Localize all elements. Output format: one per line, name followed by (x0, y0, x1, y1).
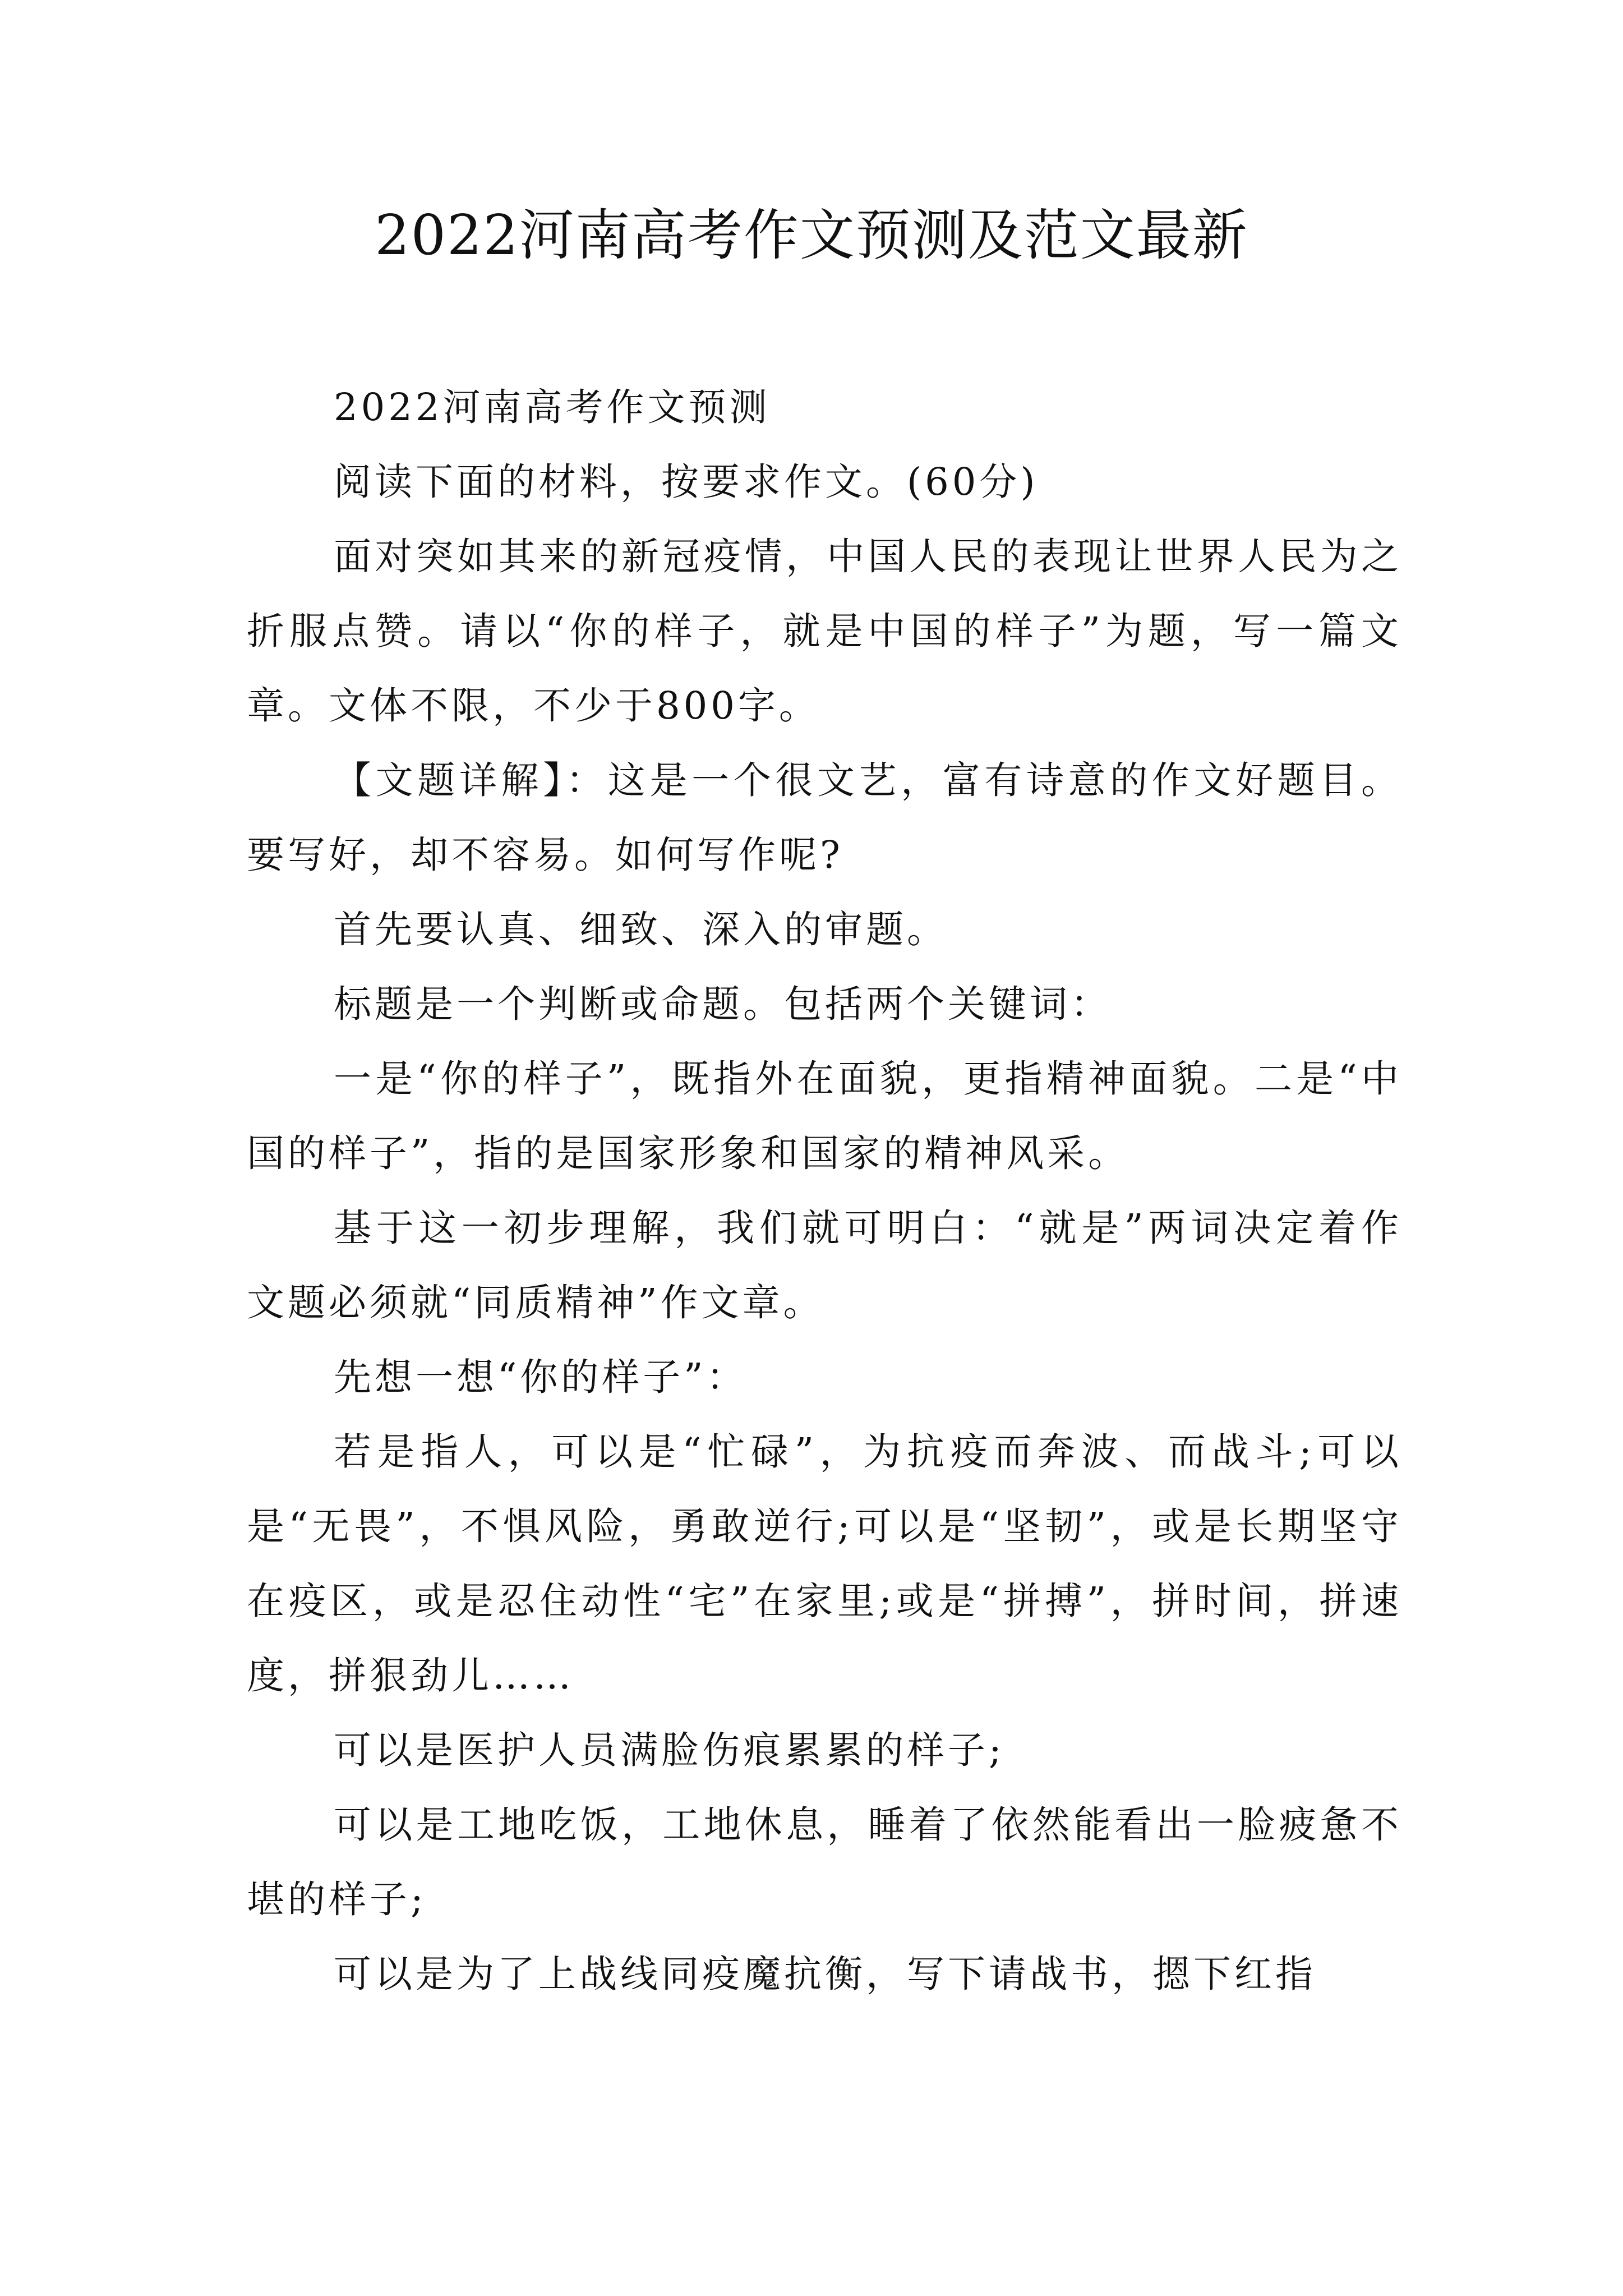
paragraph-understanding: 基于这一初步理解，我们就可明白：“就是”两词决定着作文题必须就“同质精神”作文章。 (247, 1206, 1402, 1324)
paragraph-think: 先想一想“你的样子”： (334, 1355, 748, 1399)
paragraph-keyword-explanation: 一是“你的样子”，既指外在面貌，更指精神面貌。二是“中国的样子”，指的是国家形象和国家的精神风采。 (247, 1057, 1402, 1175)
paragraph-keywords: 标题是一个判断或命题。包括两个关键词： (334, 982, 1112, 1026)
paragraph-topic-analysis: 【文题详解】：这是一个很文艺，富有诗意的作文好题目。要写好，却不容易。如何写作呢? (247, 758, 1402, 877)
paragraph-review-topic: 首先要认真、细致、深入的审题。 (334, 908, 948, 951)
document-title: 2022河南高考作文预测及范文最新 (375, 204, 1248, 268)
paragraph-subtitle: 2022河南高考作文预测 (334, 385, 771, 429)
paragraph-medical-staff: 可以是医护人员满脸伤痕累累的样子; (334, 1728, 1005, 1772)
paragraph-examples-people: 若是指人，可以是“忙碌”，为抗疫而奔波、而战斗;可以是“无畏”，不惧风险，勇敢逆行;可以是“坚韧”，或是长期坚守在疫区，或是忍住动性“宅”在家里;或是“拼搏”，拼时间，拼速度，拼狠劲儿…… (247, 1430, 1402, 1697)
document-body (247, 370, 1402, 2012)
paragraph-frontline: 可以是为了上战线同疫魔抗衡，写下请战书，摁下红指 (334, 1952, 1316, 1996)
paragraph-material: 面对突如其来的新冠疫情，中国人民的表现让世界人民为之折服点赞。请以“你的样子，就是中国的样子”为题，写一篇文章。文体不限，不少于800字。 (247, 535, 1402, 728)
paragraph-workers: 可以是工地吃饭，工地休息，睡着了依然能看出一脸疲惫不堪的样子; (247, 1803, 1402, 1921)
paragraph-instruction: 阅读下面的材料，按要求作文。(60分) (334, 460, 1039, 504)
